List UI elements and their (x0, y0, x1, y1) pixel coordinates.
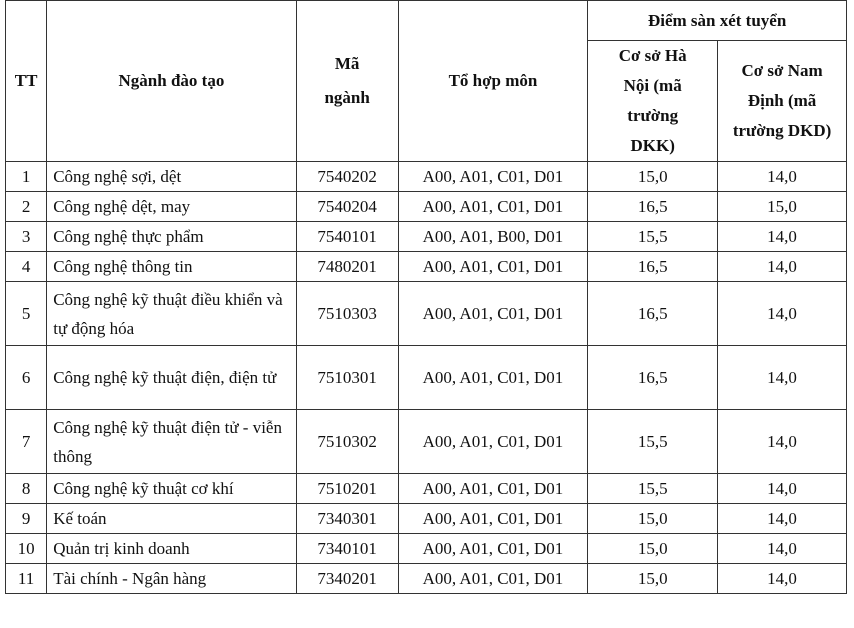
header-hanoi-campus: Cơ sở Hà Nội (mã trường DKK) (588, 41, 718, 162)
major-name: Công nghệ kỹ thuật điện tử - viễn thông (47, 410, 296, 474)
subject-combination: A00, A01, C01, D01 (398, 162, 588, 192)
score-namdinh: 14,0 (718, 474, 847, 504)
table-row (6, 410, 847, 474)
score-namdinh: 14,0 (718, 252, 847, 282)
subject-combination: A00, A01, C01, D01 (398, 534, 588, 564)
table-row (6, 346, 847, 410)
major-name: Công nghệ thông tin (47, 252, 296, 282)
score-namdinh: 14,0 (718, 504, 847, 534)
row-number: 6 (6, 346, 47, 410)
major-name: Công nghệ kỹ thuật cơ khí (47, 474, 296, 504)
score-hanoi: 15,0 (588, 162, 718, 192)
major-name: Công nghệ dệt, may (47, 192, 296, 222)
subject-combination: A00, A01, C01, D01 (398, 410, 588, 474)
major-name: Quản trị kinh doanh (47, 534, 296, 564)
major-code: 7340301 (296, 504, 398, 534)
score-hanoi: 15,5 (588, 474, 718, 504)
header-score-group: Điểm sàn xét tuyển (588, 1, 847, 41)
major-code: 7540202 (296, 162, 398, 192)
table-row (6, 282, 847, 346)
score-namdinh: 15,0 (718, 192, 847, 222)
score-namdinh: 14,0 (718, 346, 847, 410)
table-row (6, 474, 847, 504)
table-row (6, 162, 847, 192)
subject-combination: A00, A01, B00, D01 (398, 222, 588, 252)
header-tt: TT (6, 1, 47, 162)
major-code: 7340201 (296, 564, 398, 594)
score-hanoi: 15,0 (588, 564, 718, 594)
subject-combination: A00, A01, C01, D01 (398, 564, 588, 594)
row-number: 9 (6, 504, 47, 534)
score-hanoi: 16,5 (588, 252, 718, 282)
major-code: 7540204 (296, 192, 398, 222)
subject-combination: A00, A01, C01, D01 (398, 474, 588, 504)
major-name: Công nghệ sợi, dệt (47, 162, 296, 192)
row-number: 8 (6, 474, 47, 504)
score-namdinh: 14,0 (718, 222, 847, 252)
score-namdinh: 14,0 (718, 564, 847, 594)
score-namdinh: 14,0 (718, 282, 847, 346)
major-name: Kế toán (47, 504, 296, 534)
major-name: Công nghệ kỹ thuật điều khiển và tự động hóa (47, 282, 296, 346)
table-row (6, 534, 847, 564)
major-code: 7510302 (296, 410, 398, 474)
row-number: 4 (6, 252, 47, 282)
admission-score-table (5, 0, 847, 594)
major-code: 7340101 (296, 534, 398, 564)
row-number: 5 (6, 282, 47, 346)
subject-combination: A00, A01, C01, D01 (398, 346, 588, 410)
row-number: 7 (6, 410, 47, 474)
header-code: Mã ngành (296, 1, 398, 162)
major-code: 7510201 (296, 474, 398, 504)
major-name: Công nghệ thực phẩm (47, 222, 296, 252)
table-row (6, 192, 847, 222)
table-row (6, 564, 847, 594)
major-code: 7540101 (296, 222, 398, 252)
score-hanoi: 15,0 (588, 534, 718, 564)
score-namdinh: 14,0 (718, 162, 847, 192)
row-number: 11 (6, 564, 47, 594)
score-hanoi: 16,5 (588, 192, 718, 222)
row-number: 1 (6, 162, 47, 192)
subject-combination: A00, A01, C01, D01 (398, 504, 588, 534)
table-row (6, 252, 847, 282)
major-name: Tài chính - Ngân hàng (47, 564, 296, 594)
score-hanoi: 15,0 (588, 504, 718, 534)
row-number: 10 (6, 534, 47, 564)
major-code: 7510303 (296, 282, 398, 346)
header-combo: Tổ hợp môn (398, 1, 588, 162)
major-code: 7510301 (296, 346, 398, 410)
table-row (6, 504, 847, 534)
score-hanoi: 15,5 (588, 222, 718, 252)
score-hanoi: 15,5 (588, 410, 718, 474)
score-hanoi: 16,5 (588, 282, 718, 346)
score-namdinh: 14,0 (718, 534, 847, 564)
header-namdinh-campus: Cơ sở Nam Định (mã trường DKD) (718, 41, 847, 162)
row-number: 3 (6, 222, 47, 252)
subject-combination: A00, A01, C01, D01 (398, 252, 588, 282)
major-code: 7480201 (296, 252, 398, 282)
table-row (6, 222, 847, 252)
header-major: Ngành đào tạo (47, 1, 296, 162)
major-name: Công nghệ kỹ thuật điện, điện tử (47, 346, 296, 410)
row-number: 2 (6, 192, 47, 222)
header-row (6, 1, 847, 41)
score-hanoi: 16,5 (588, 346, 718, 410)
subject-combination: A00, A01, C01, D01 (398, 192, 588, 222)
table-body (6, 162, 847, 594)
score-namdinh: 14,0 (718, 410, 847, 474)
subject-combination: A00, A01, C01, D01 (398, 282, 588, 346)
